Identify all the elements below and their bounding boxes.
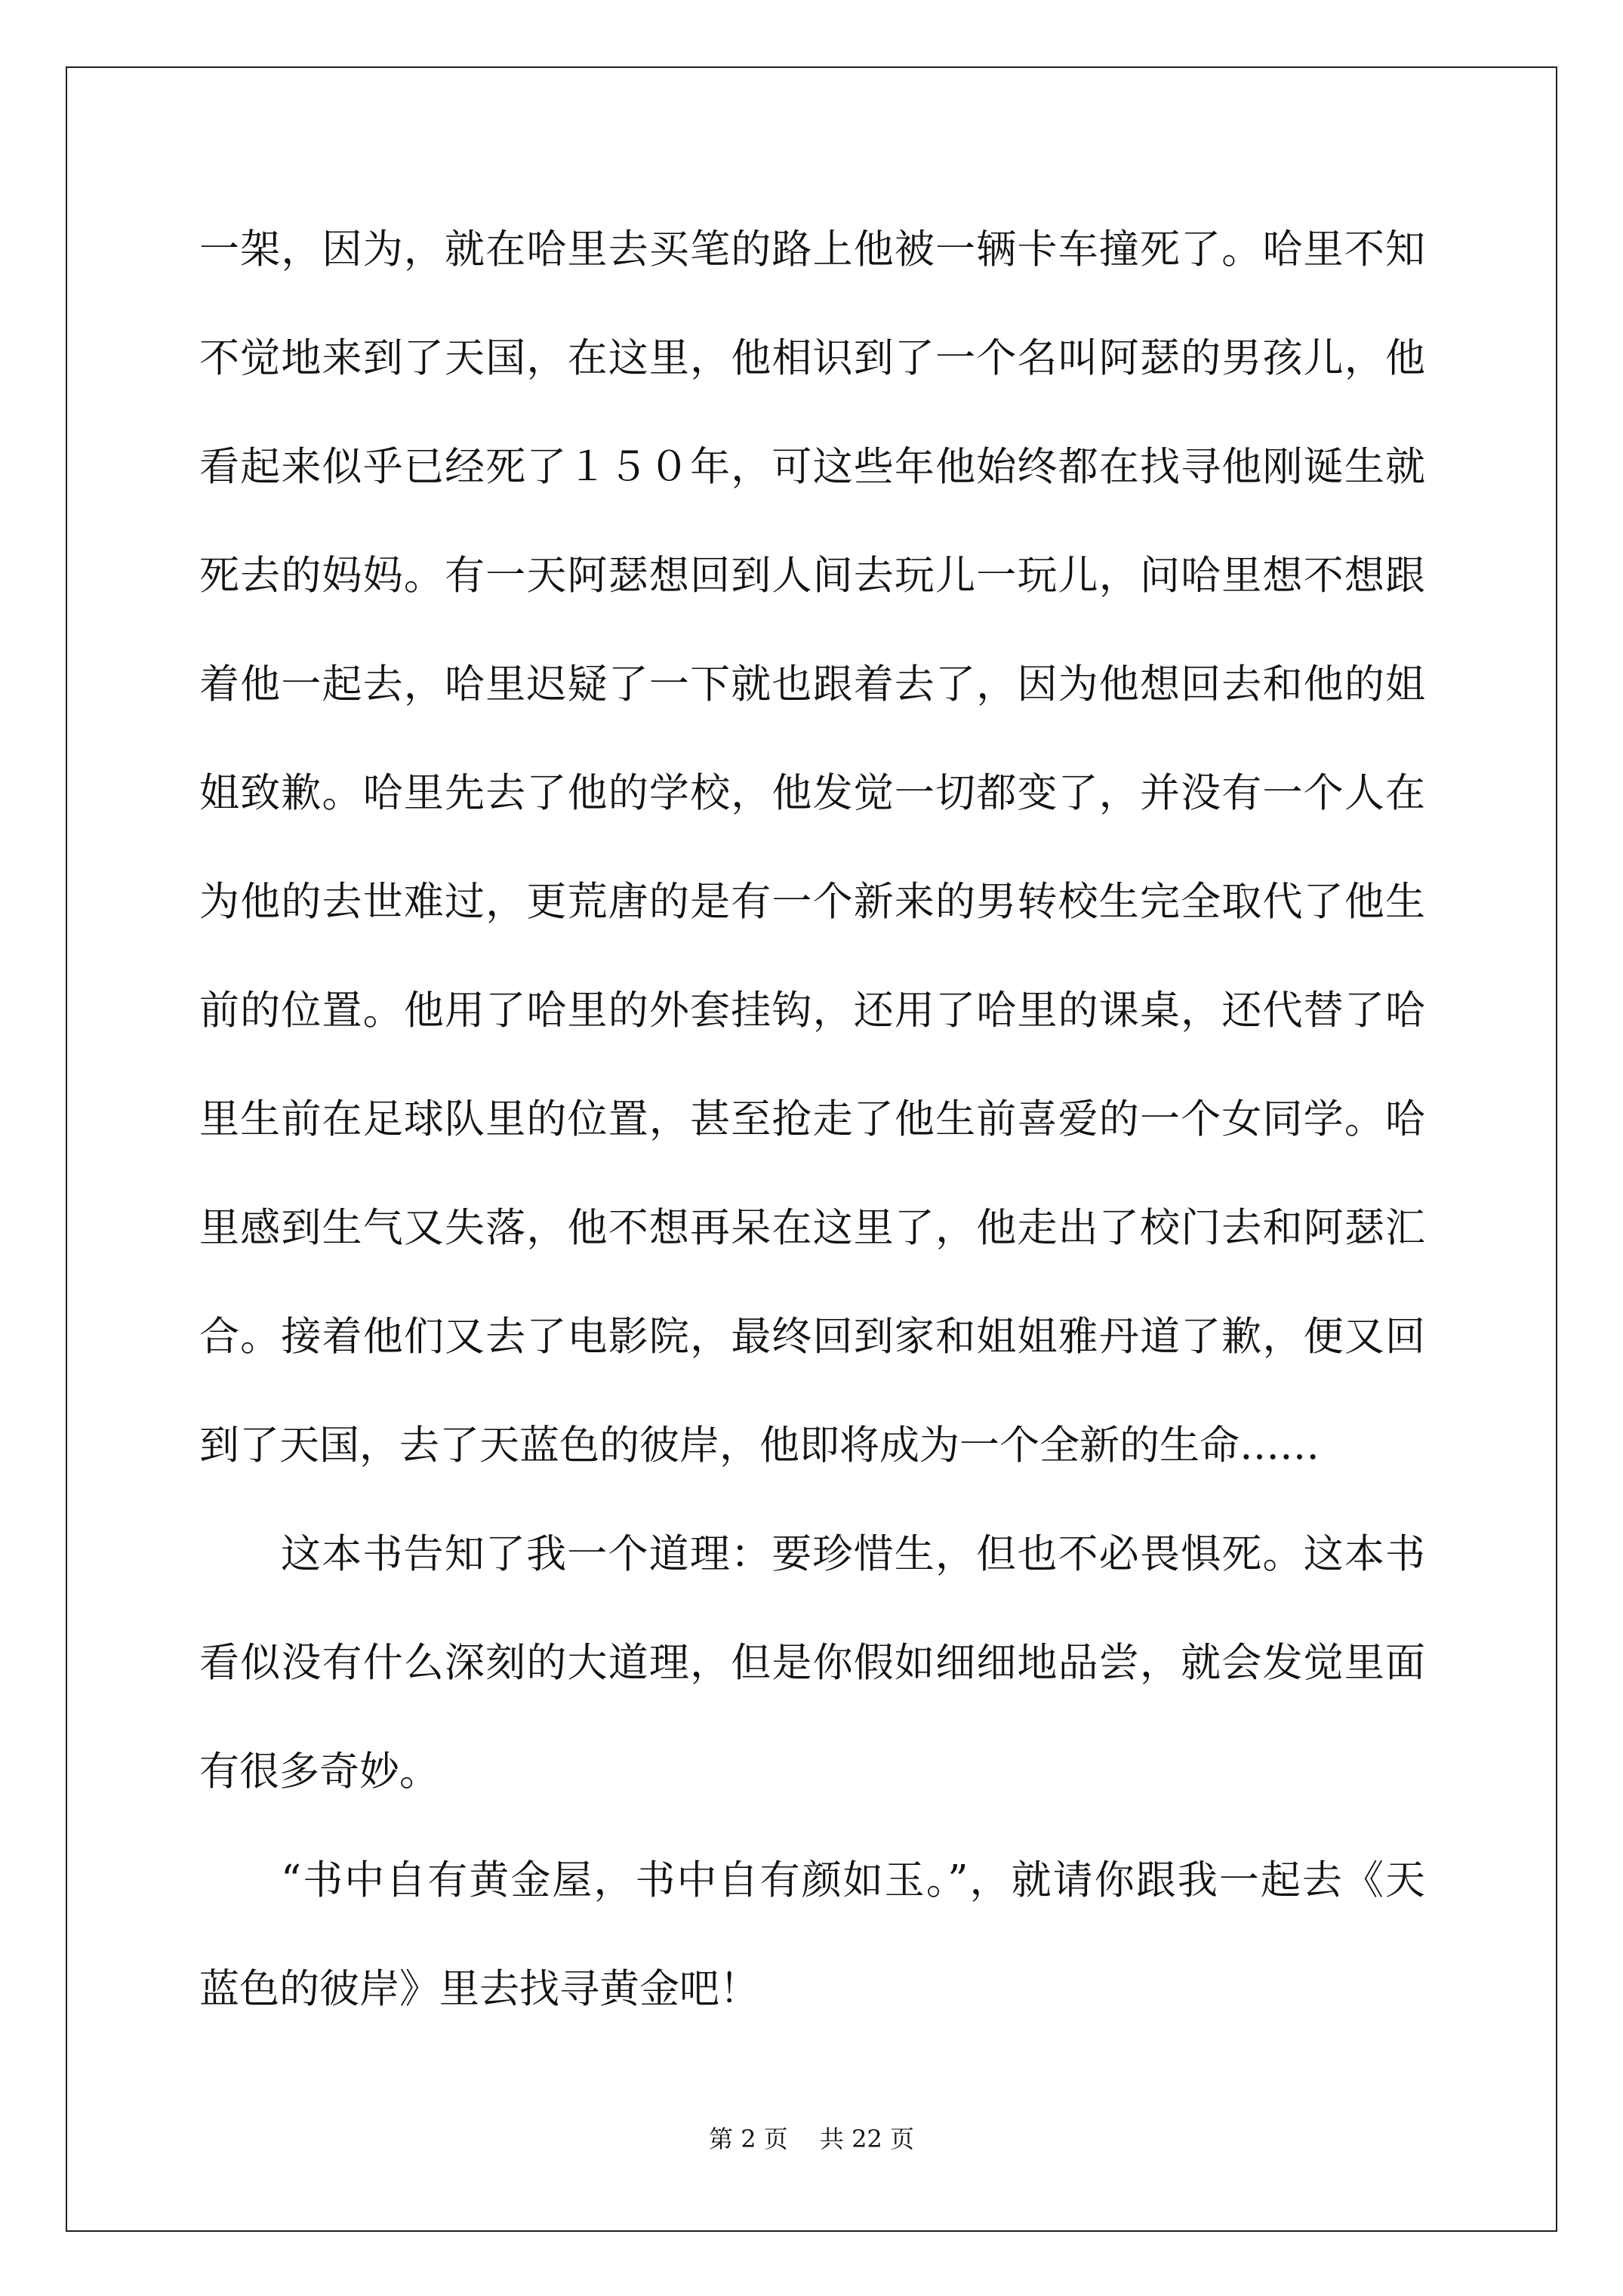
page-number-footer: 第 2 页 共 22 页 xyxy=(709,2125,914,2153)
text-line: 为他的去世难过，更荒唐的是有一个新来的男转校生完全取代了他生 xyxy=(199,879,1425,925)
text-line: 蓝色的彼岸》里去找寻黄金吧！ xyxy=(199,1966,759,2012)
text-line: “书中自有黄金屋，书中自有颜如玉。”，就请你跟我一起去《天 xyxy=(281,1857,1425,1903)
text-line: 前的位置。他用了哈里的外套挂钩，还用了哈里的课桌，还代替了哈 xyxy=(199,988,1425,1034)
text-line: 死去的妈妈。有一天阿瑟想回到人间去玩儿一玩儿，问哈里想不想跟 xyxy=(199,553,1425,599)
text-line: 到了天国，去了天蓝色的彼岸，他即将成为一个全新的生命…… xyxy=(199,1422,1320,1469)
text-line: 里感到生气又失落，他不想再呆在这里了，他走出了校门去和阿瑟汇 xyxy=(199,1205,1425,1251)
text-line: 不觉地来到了天国，在这里，他相识到了一个名叫阿瑟的男孩儿，他 xyxy=(199,335,1425,381)
text-line: 看似没有什么深刻的大道理，但是你假如细细地品尝，就会发觉里面 xyxy=(199,1640,1425,1686)
text-line: 里生前在足球队里的位置，甚至抢走了他生前喜爱的一个女同学。哈 xyxy=(199,1096,1425,1142)
text-line: 姐致歉。哈里先去了他的学校，他发觉一切都变了，并没有一个人在 xyxy=(199,770,1425,816)
text-line: 着他一起去，哈里迟疑了一下就也跟着去了，因为他想回去和他的姐 xyxy=(199,661,1425,707)
text-line: 一架，因为，就在哈里去买笔的路上他被一辆卡车撞死了。哈里不知 xyxy=(199,227,1425,273)
text-line: 合。接着他们又去了电影院，最终回到家和姐姐雅丹道了歉，便又回 xyxy=(199,1314,1425,1360)
text-line: 这本书告知了我一个道理：要珍惜生，但也不必畏惧死。这本书 xyxy=(281,1531,1425,1577)
text-line: 看起来似乎已经死了１５０年，可这些年他始终都在找寻他刚诞生就 xyxy=(199,444,1425,490)
text-line: 有很多奇妙。 xyxy=(199,1749,439,1795)
